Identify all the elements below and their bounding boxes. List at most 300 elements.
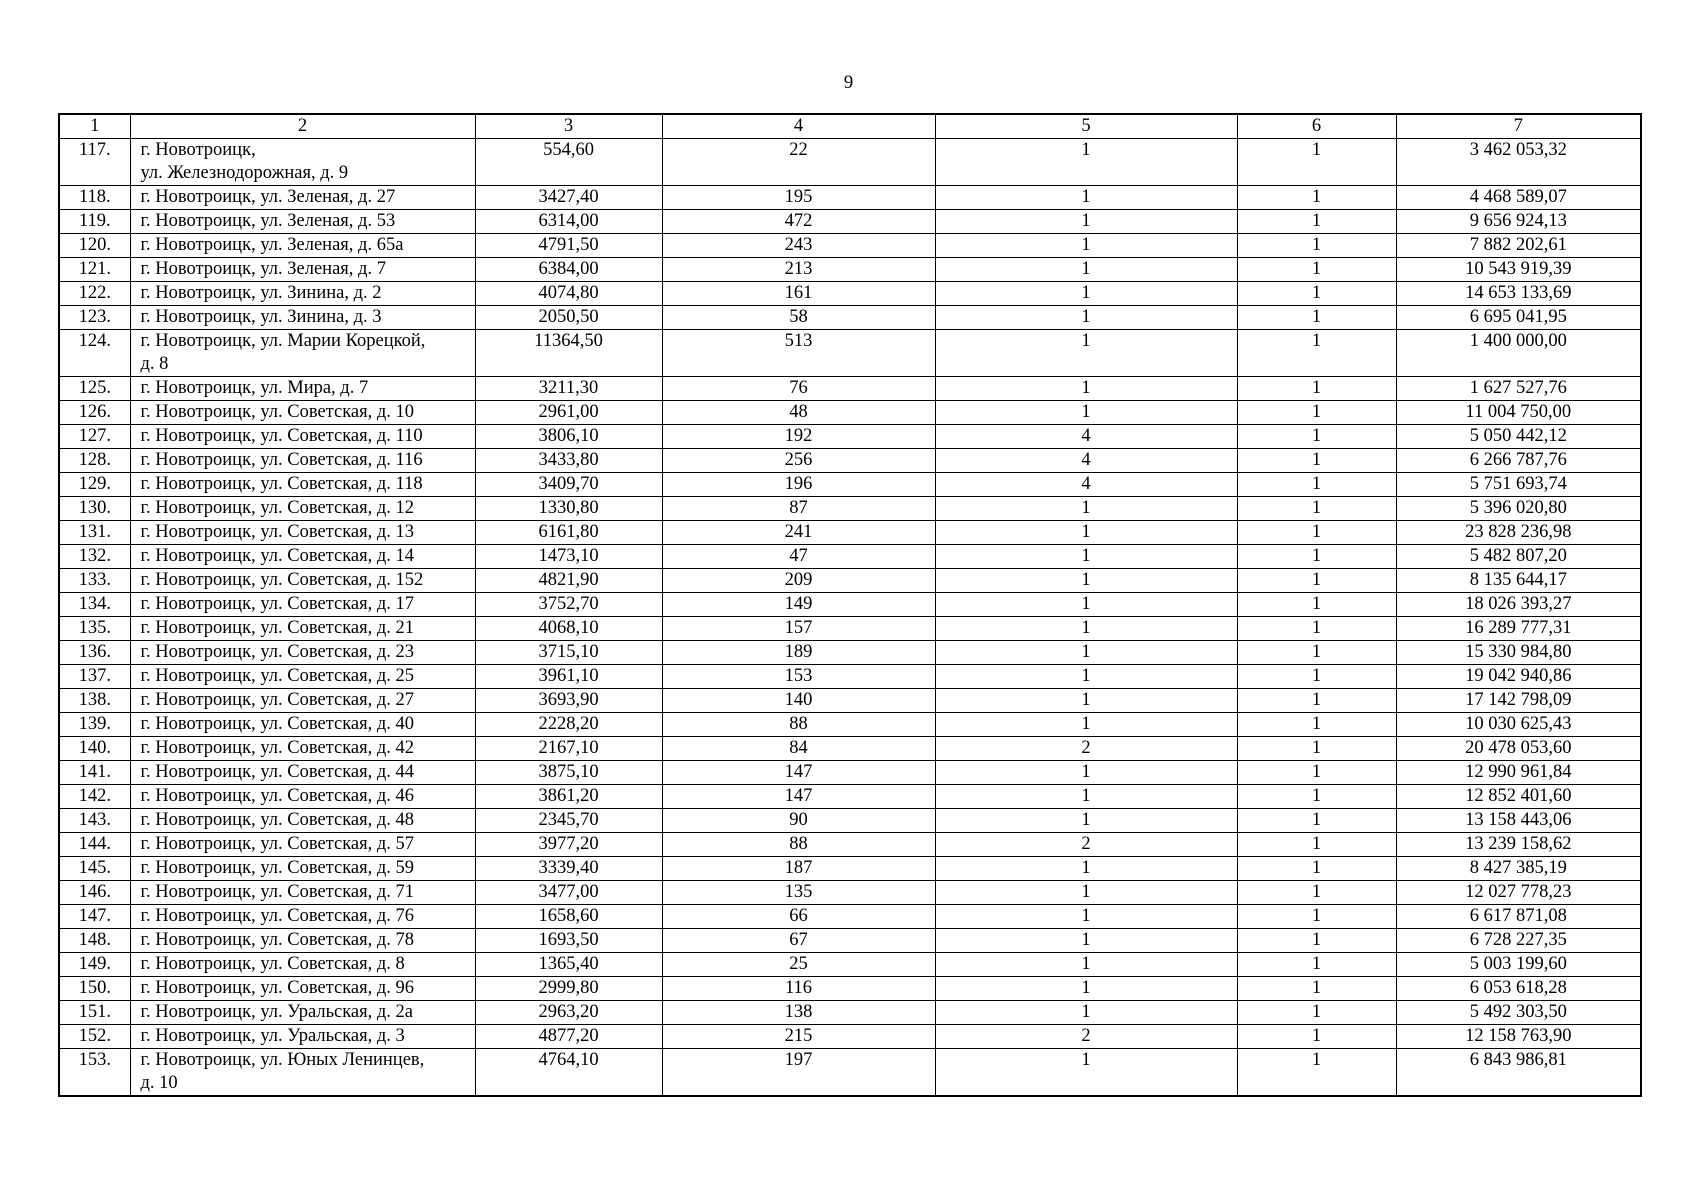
col6-cell: 1 [1237,401,1396,425]
address-cell: г. Новотроицк, ул. Советская, д. 40 [130,713,475,737]
col6-cell: 1 [1237,425,1396,449]
col5-cell: 1 [935,665,1237,689]
area-cell: 6161,80 [475,521,662,545]
table-row [59,593,1641,617]
area-cell: 3339,40 [475,857,662,881]
table-row [59,833,1641,857]
area-cell: 1658,60 [475,905,662,929]
row-number-cell: 138. [59,689,130,713]
table-row [59,234,1641,258]
amount-cell: 12 990 961,84 [1396,761,1641,785]
area-cell: 3806,10 [475,425,662,449]
address-cell: г. Новотроицк, ул. Советская, д. 8 [130,953,475,977]
col6-cell: 1 [1237,545,1396,569]
table-row [59,377,1641,401]
col5-cell: 4 [935,473,1237,497]
count-cell: 197 [662,1049,935,1097]
address-cell: г. Новотроицк, ул. Советская, д. 25 [130,665,475,689]
col5-cell: 1 [935,401,1237,425]
table-row [59,449,1641,473]
address-cell: г. Новотроицк, ул. Мира, д. 7 [130,377,475,401]
col6-cell: 1 [1237,139,1396,186]
col6-cell: 1 [1237,377,1396,401]
address-cell: г. Новотроицк, ул. Советская, д. 46 [130,785,475,809]
row-number-cell: 132. [59,545,130,569]
address-cell: г. Новотроицк, ул. Советская, д. 118 [130,473,475,497]
amount-cell: 10 543 919,39 [1396,258,1641,282]
col6-cell: 1 [1237,905,1396,929]
row-number-cell: 136. [59,641,130,665]
count-cell: 215 [662,1025,935,1049]
address-cell: г. Новотроицк, ул. Советская, д. 152 [130,569,475,593]
table-row [59,401,1641,425]
amount-cell: 18 026 393,27 [1396,593,1641,617]
area-cell: 3977,20 [475,833,662,857]
amount-cell: 7 882 202,61 [1396,234,1641,258]
amount-cell: 12 158 763,90 [1396,1025,1641,1049]
col6-cell: 1 [1237,306,1396,330]
col6-cell: 1 [1237,186,1396,210]
area-cell: 4791,50 [475,234,662,258]
col6-cell: 1 [1237,521,1396,545]
amount-cell: 12 852 401,60 [1396,785,1641,809]
table-row [59,665,1641,689]
row-number-cell: 144. [59,833,130,857]
count-cell: 88 [662,833,935,857]
area-cell: 11364,50 [475,330,662,377]
col6-cell: 1 [1237,330,1396,377]
table-row [59,977,1641,1001]
col6-cell: 1 [1237,593,1396,617]
col5-cell: 1 [935,521,1237,545]
area-cell: 1365,40 [475,953,662,977]
col5-cell: 1 [935,497,1237,521]
address-cell: г. Новотроицк, ул. Зинина, д. 3 [130,306,475,330]
table-row [59,641,1641,665]
column-header: 2 [130,114,475,139]
row-number-cell: 146. [59,881,130,905]
count-cell: 157 [662,617,935,641]
row-number-cell: 128. [59,449,130,473]
amount-cell: 16 289 777,31 [1396,617,1641,641]
amount-cell: 20 478 053,60 [1396,737,1641,761]
column-header: 7 [1396,114,1641,139]
amount-cell: 6 695 041,95 [1396,306,1641,330]
row-number-cell: 143. [59,809,130,833]
col5-cell: 1 [935,641,1237,665]
table-row [59,497,1641,521]
amount-cell: 5 003 199,60 [1396,953,1641,977]
amount-cell: 5 492 303,50 [1396,1001,1641,1025]
table-row [59,473,1641,497]
amount-cell: 8 427 385,19 [1396,857,1641,881]
column-header: 3 [475,114,662,139]
area-cell: 3861,20 [475,785,662,809]
row-number-cell: 127. [59,425,130,449]
col5-cell: 1 [935,617,1237,641]
address-cell: г. Новотроицк, ул. Железнодорожная, д. 9 [130,139,475,186]
table-row [59,186,1641,210]
count-cell: 189 [662,641,935,665]
amount-cell: 13 158 443,06 [1396,809,1641,833]
address-cell: г. Новотроицк, ул. Уральская, д. 3 [130,1025,475,1049]
row-number-cell: 145. [59,857,130,881]
col6-cell: 1 [1237,977,1396,1001]
col5-cell: 1 [935,713,1237,737]
col5-cell: 1 [935,929,1237,953]
table-row [59,282,1641,306]
count-cell: 135 [662,881,935,905]
table-row [59,139,1641,186]
amount-cell: 19 042 940,86 [1396,665,1641,689]
row-number-cell: 135. [59,617,130,641]
row-number-cell: 142. [59,785,130,809]
table-row [59,617,1641,641]
area-cell: 1330,80 [475,497,662,521]
table-row [59,569,1641,593]
address-cell: г. Новотроицк, ул. Марии Корецкой, д. 8 [130,330,475,377]
building-register-table [58,113,1642,1097]
count-cell: 147 [662,761,935,785]
row-number-cell: 124. [59,330,130,377]
table-row [59,545,1641,569]
table-row [59,905,1641,929]
col6-cell: 1 [1237,857,1396,881]
count-cell: 90 [662,809,935,833]
count-cell: 213 [662,258,935,282]
page-number: 9 [843,72,854,93]
count-cell: 116 [662,977,935,1001]
row-number-cell: 140. [59,737,130,761]
col6-cell: 1 [1237,449,1396,473]
area-cell: 3715,10 [475,641,662,665]
col5-cell: 1 [935,977,1237,1001]
col5-cell: 1 [935,139,1237,186]
col6-cell: 1 [1237,234,1396,258]
address-cell: г. Новотроицк, ул. Советская, д. 44 [130,761,475,785]
col5-cell: 1 [935,593,1237,617]
area-cell: 2999,80 [475,977,662,1001]
row-number-cell: 118. [59,186,130,210]
col6-cell: 1 [1237,617,1396,641]
address-cell: г. Новотроицк, ул. Советская, д. 21 [130,617,475,641]
table-row [59,521,1641,545]
area-cell: 3433,80 [475,449,662,473]
address-cell: г. Новотроицк, ул. Зеленая, д. 53 [130,210,475,234]
count-cell: 513 [662,330,935,377]
col6-cell: 1 [1237,282,1396,306]
table-row [59,306,1641,330]
count-cell: 195 [662,186,935,210]
col5-cell: 1 [935,186,1237,210]
amount-cell: 6 617 871,08 [1396,905,1641,929]
amount-cell: 1 627 527,76 [1396,377,1641,401]
area-cell: 1693,50 [475,929,662,953]
count-cell: 58 [662,306,935,330]
col5-cell: 1 [935,881,1237,905]
count-cell: 241 [662,521,935,545]
col6-cell: 1 [1237,881,1396,905]
address-cell: г. Новотроицк, ул. Советская, д. 116 [130,449,475,473]
amount-cell: 10 030 625,43 [1396,713,1641,737]
address-cell: г. Новотроицк, ул. Советская, д. 78 [130,929,475,953]
address-cell: г. Новотроицк, ул. Советская, д. 42 [130,737,475,761]
amount-cell: 15 330 984,80 [1396,641,1641,665]
area-cell: 3693,90 [475,689,662,713]
table-row [59,1049,1641,1097]
area-cell: 4068,10 [475,617,662,641]
col6-cell: 1 [1237,210,1396,234]
row-number-cell: 151. [59,1001,130,1025]
address-cell: г. Новотроицк, ул. Зеленая, д. 65а [130,234,475,258]
col5-cell: 1 [935,905,1237,929]
area-cell: 2961,00 [475,401,662,425]
address-cell: г. Новотроицк, ул. Советская, д. 48 [130,809,475,833]
amount-cell: 23 828 236,98 [1396,521,1641,545]
row-number-cell: 147. [59,905,130,929]
row-number-cell: 134. [59,593,130,617]
table-row [59,785,1641,809]
table-row [59,1001,1641,1025]
row-number-cell: 137. [59,665,130,689]
col5-cell: 1 [935,282,1237,306]
count-cell: 67 [662,929,935,953]
count-cell: 149 [662,593,935,617]
count-cell: 147 [662,785,935,809]
amount-cell: 1 400 000,00 [1396,330,1641,377]
col6-cell: 1 [1237,809,1396,833]
row-number-cell: 119. [59,210,130,234]
amount-cell: 17 142 798,09 [1396,689,1641,713]
amount-cell: 14 653 133,69 [1396,282,1641,306]
col5-cell: 1 [935,857,1237,881]
col5-cell: 2 [935,1025,1237,1049]
col5-cell: 1 [935,953,1237,977]
col6-cell: 1 [1237,713,1396,737]
amount-cell: 6 843 986,81 [1396,1049,1641,1097]
count-cell: 47 [662,545,935,569]
col5-cell: 1 [935,689,1237,713]
amount-cell: 3 462 053,32 [1396,139,1641,186]
area-cell: 6384,00 [475,258,662,282]
address-cell: г. Новотроицк, ул. Зинина, д. 2 [130,282,475,306]
count-cell: 243 [662,234,935,258]
amount-cell: 5 751 693,74 [1396,473,1641,497]
area-cell: 3477,00 [475,881,662,905]
col6-cell: 1 [1237,833,1396,857]
col5-cell: 4 [935,425,1237,449]
col6-cell: 1 [1237,761,1396,785]
col5-cell: 1 [935,330,1237,377]
count-cell: 161 [662,282,935,306]
address-cell: г. Новотроицк, ул. Советская, д. 76 [130,905,475,929]
col6-cell: 1 [1237,1001,1396,1025]
address-cell: г. Новотроицк, ул. Советская, д. 27 [130,689,475,713]
table-row [59,210,1641,234]
col5-cell: 1 [935,210,1237,234]
amount-cell: 4 468 589,07 [1396,186,1641,210]
area-cell: 3875,10 [475,761,662,785]
table-row [59,929,1641,953]
count-cell: 76 [662,377,935,401]
col6-cell: 1 [1237,258,1396,282]
row-number-cell: 122. [59,282,130,306]
address-cell: г. Новотроицк, ул. Советская, д. 57 [130,833,475,857]
column-header: 6 [1237,114,1396,139]
count-cell: 192 [662,425,935,449]
amount-cell: 5 396 020,80 [1396,497,1641,521]
row-number-cell: 125. [59,377,130,401]
col5-cell: 4 [935,449,1237,473]
address-cell: г. Новотроицк, ул. Советская, д. 14 [130,545,475,569]
amount-cell: 13 239 158,62 [1396,833,1641,857]
column-header: 4 [662,114,935,139]
table-row [59,689,1641,713]
table-row [59,737,1641,761]
table-row [59,953,1641,977]
row-number-cell: 120. [59,234,130,258]
col5-cell: 1 [935,234,1237,258]
col5-cell: 1 [935,306,1237,330]
count-cell: 84 [662,737,935,761]
address-cell: г. Новотроицк, ул. Юных Ленинцев, д. 10 [130,1049,475,1097]
area-cell: 2050,50 [475,306,662,330]
column-number-header-row [59,114,1641,139]
col6-cell: 1 [1237,1049,1396,1097]
amount-cell: 5 482 807,20 [1396,545,1641,569]
table-row [59,761,1641,785]
address-cell: г. Новотроицк, ул. Зеленая, д. 7 [130,258,475,282]
col5-cell: 1 [935,1001,1237,1025]
amount-cell: 5 050 442,12 [1396,425,1641,449]
address-cell: г. Новотроицк, ул. Советская, д. 23 [130,641,475,665]
column-header: 5 [935,114,1237,139]
table-row [59,857,1641,881]
area-cell: 2345,70 [475,809,662,833]
row-number-cell: 126. [59,401,130,425]
count-cell: 22 [662,139,935,186]
address-cell: г. Новотроицк, ул. Советская, д. 59 [130,857,475,881]
col5-cell: 1 [935,1049,1237,1097]
address-cell: г. Новотроицк, ул. Советская, д. 71 [130,881,475,905]
row-number-cell: 148. [59,929,130,953]
row-number-cell: 121. [59,258,130,282]
row-number-cell: 131. [59,521,130,545]
col6-cell: 1 [1237,473,1396,497]
amount-cell: 9 656 924,13 [1396,210,1641,234]
area-cell: 2167,10 [475,737,662,761]
area-cell: 3752,70 [475,593,662,617]
col6-cell: 1 [1237,665,1396,689]
count-cell: 256 [662,449,935,473]
count-cell: 48 [662,401,935,425]
amount-cell: 8 135 644,17 [1396,569,1641,593]
area-cell: 6314,00 [475,210,662,234]
table-row [59,809,1641,833]
area-cell: 4821,90 [475,569,662,593]
area-cell: 3211,30 [475,377,662,401]
area-cell: 2228,20 [475,713,662,737]
table-row [59,1025,1641,1049]
table-row [59,881,1641,905]
area-cell: 4764,10 [475,1049,662,1097]
count-cell: 153 [662,665,935,689]
row-number-cell: 153. [59,1049,130,1097]
address-cell: г. Новотроицк, ул. Советская, д. 96 [130,977,475,1001]
col6-cell: 1 [1237,929,1396,953]
address-cell: г. Новотроицк, ул. Уральская, д. 2а [130,1001,475,1025]
row-number-cell: 123. [59,306,130,330]
col5-cell: 1 [935,809,1237,833]
col6-cell: 1 [1237,569,1396,593]
amount-cell: 6 728 227,35 [1396,929,1641,953]
row-number-cell: 149. [59,953,130,977]
address-cell: г. Новотроицк, ул. Советская, д. 110 [130,425,475,449]
row-number-cell: 152. [59,1025,130,1049]
col6-cell: 1 [1237,737,1396,761]
col6-cell: 1 [1237,641,1396,665]
count-cell: 196 [662,473,935,497]
row-number-cell: 139. [59,713,130,737]
address-cell: г. Новотроицк, ул. Советская, д. 13 [130,521,475,545]
row-number-cell: 150. [59,977,130,1001]
area-cell: 3427,40 [475,186,662,210]
col6-cell: 1 [1237,953,1396,977]
area-cell: 554,60 [475,139,662,186]
count-cell: 140 [662,689,935,713]
amount-cell: 6 053 618,28 [1396,977,1641,1001]
count-cell: 187 [662,857,935,881]
area-cell: 4074,80 [475,282,662,306]
col5-cell: 1 [935,569,1237,593]
address-cell: г. Новотроицк, ул. Зеленая, д. 27 [130,186,475,210]
area-cell: 3961,10 [475,665,662,689]
col6-cell: 1 [1237,785,1396,809]
table-row [59,330,1641,377]
col5-cell: 1 [935,761,1237,785]
col5-cell: 2 [935,833,1237,857]
count-cell: 138 [662,1001,935,1025]
col5-cell: 1 [935,258,1237,282]
table-row [59,713,1641,737]
table-row [59,425,1641,449]
col6-cell: 1 [1237,689,1396,713]
address-cell: г. Новотроицк, ул. Советская, д. 17 [130,593,475,617]
amount-cell: 11 004 750,00 [1396,401,1641,425]
address-cell: г. Новотроицк, ул. Советская, д. 10 [130,401,475,425]
col5-cell: 1 [935,377,1237,401]
area-cell: 3409,70 [475,473,662,497]
count-cell: 209 [662,569,935,593]
count-cell: 88 [662,713,935,737]
col6-cell: 1 [1237,497,1396,521]
amount-cell: 6 266 787,76 [1396,449,1641,473]
address-cell: г. Новотроицк, ул. Советская, д. 12 [130,497,475,521]
table-row [59,258,1641,282]
column-header: 1 [59,114,130,139]
row-number-cell: 129. [59,473,130,497]
col5-cell: 1 [935,545,1237,569]
count-cell: 66 [662,905,935,929]
count-cell: 25 [662,953,935,977]
count-cell: 472 [662,210,935,234]
count-cell: 87 [662,497,935,521]
area-cell: 1473,10 [475,545,662,569]
table-body [59,139,1641,1097]
col6-cell: 1 [1237,1025,1396,1049]
row-number-cell: 141. [59,761,130,785]
col5-cell: 2 [935,737,1237,761]
